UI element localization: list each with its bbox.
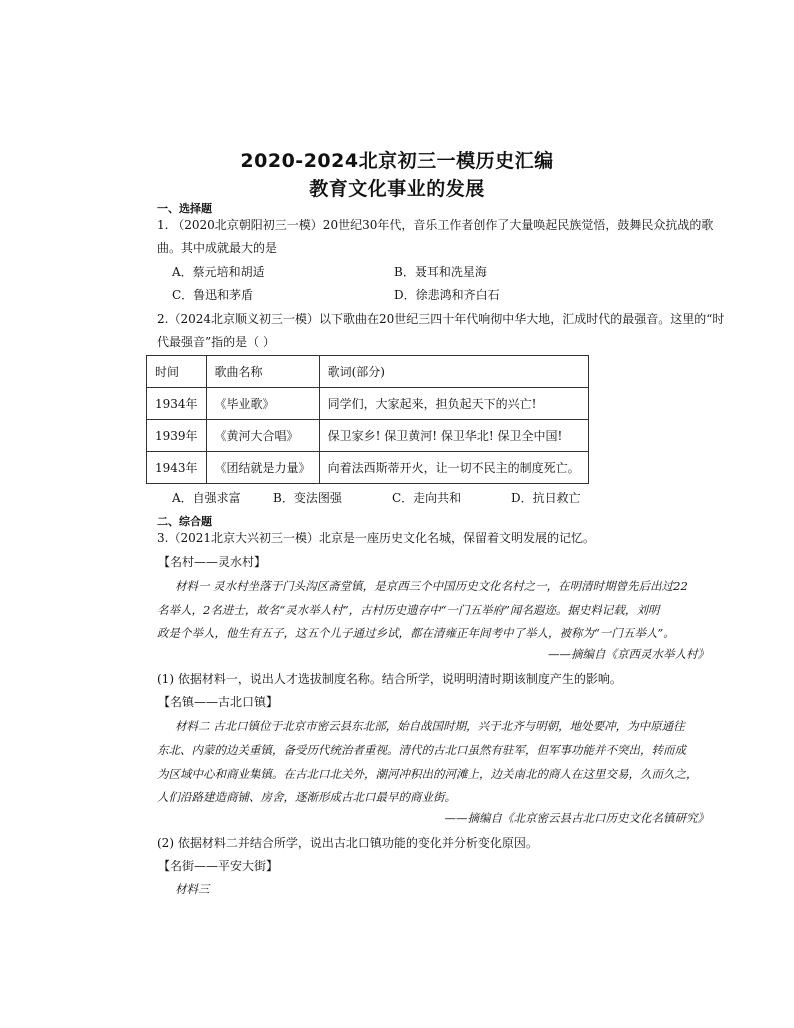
table-cell: 《毕业歌》 <box>206 388 319 420</box>
q2-option-b: B．变法图强 <box>273 491 342 505</box>
section-heading-choice: 一、选择题 <box>157 202 212 215</box>
table-cell: 1943年 <box>147 452 207 484</box>
material2-line3: 为区域中心和商业集镇。在古北口北关外，潮河冲积出的河滩上，边关南北的商人在这里交易，久而久之， <box>157 767 698 781</box>
q3-intro: 3.（2021北京大兴初三一模）北京是一座历史文化名城，保留着文明发展的记忆。 <box>157 531 595 545</box>
material2-line1: 材料二 古北口镇位于北京市密云县东北部，始自战国时期，兴于北齐与明朝，地处要冲，为中原通往 <box>175 719 685 733</box>
table-header-cell: 时间 <box>147 356 207 388</box>
document-title: 2020-2024北京初三一模历史汇编 <box>240 150 554 172</box>
table-cell: 《团结就是力量》 <box>206 452 319 484</box>
table-header-row <box>147 356 589 388</box>
q2-option-c: C．走向共和 <box>392 491 462 505</box>
q3-heading-street: 【名街——平安大街】 <box>158 859 279 873</box>
q2-option-d: D．抗日救亡 <box>511 491 581 505</box>
q3-heading-village: 【名村——灵水村】 <box>158 555 267 569</box>
q1-stem-line2: 曲。其中成就最大的是 <box>157 241 278 255</box>
songs-table <box>146 355 589 484</box>
material3-label: 材料三 <box>175 882 210 896</box>
table-header-cell: 歌词(部分) <box>319 356 588 388</box>
table-header-cell: 歌曲名称 <box>206 356 319 388</box>
table-row <box>147 388 589 420</box>
material1-source: ——摘编自《京西灵水举人村》 <box>548 647 709 661</box>
table-cell: 1934年 <box>147 388 207 420</box>
material2-line2: 东北、内蒙的边关重镇，备受历代统治者重视。清代的古北口虽然有驻军，但军事功能并不突出，转而成 <box>157 743 686 757</box>
q3-heading-town: 【名镇——古北口镇】 <box>158 695 279 709</box>
q1-option-a: A．蔡元培和胡适 <box>172 265 265 279</box>
q3-sub2: (2) 依据材料二并结合所学，说出古北口镇功能的变化并分析变化原因。 <box>157 836 538 850</box>
table-cell: 1939年 <box>147 420 207 452</box>
table-row <box>147 420 589 452</box>
q3-sub1: (1) 依据材料一，说出人才选拔制度名称。结合所学，说明明清时期该制度产生的影响。 <box>157 672 622 686</box>
q2-option-a: A．自强求富 <box>172 491 241 505</box>
document-subtitle: 教育文化事业的发展 <box>309 178 485 200</box>
material1-line3: 政是个举人，他生有五子，这五个儿子通过乡试，都在清雍正年间考中了举人，被称为“一门五举人”。 <box>157 626 675 640</box>
table-cell: 同学们，大家起来，担负起天下的兴亡! <box>319 388 588 420</box>
table-cell: 保卫家乡! 保卫黄河! 保卫华北! 保卫全中国! <box>319 420 588 452</box>
q2-stem-line1: 2.（2024北京顺义初三一模）以下歌曲在20世纪三四十年代响彻中华大地，汇成时代的最强音。这里的“时 <box>157 312 725 326</box>
section-heading-comprehensive: 二、综合题 <box>157 515 212 528</box>
q1-stem-line1: 1. （2020北京朝阳初三一模）20世纪30年代，音乐工作者创作了大量唤起民族觉悟，鼓舞民众抗战的歌 <box>157 218 714 232</box>
table-cell: 《黄河大合唱》 <box>206 420 319 452</box>
material2-line4: 人们沿路建造商铺、房舍，逐渐形成古北口最早的商业街。 <box>157 790 456 804</box>
q2-stem-line2: 代最强音”指的是（ ） <box>157 335 275 349</box>
table-cell: 向着法西斯蒂开火，让一切不民主的制度死亡。 <box>319 452 588 484</box>
q1-option-b: B．聂耳和冼星海 <box>394 265 487 279</box>
q1-option-d: D．徐悲鸿和齐白石 <box>394 288 500 302</box>
q1-option-c: C．鲁迅和茅盾 <box>172 288 254 302</box>
material2-source: ——摘编自《北京密云县古北口历史文化名镇研究》 <box>444 811 709 825</box>
table-row <box>147 452 589 484</box>
material1-line1: 材料一 灵水村坐落于门头沟区斋堂镇，是京西三个中国历史文化名村之一，在明清时期曾先后出过22 <box>175 579 688 593</box>
material1-line2: 名举人，2名进士，故名“灵水举人村”，古村历史遗存中“一门五举府”闻名遐迩。据史料记载，刘明 <box>157 603 660 617</box>
